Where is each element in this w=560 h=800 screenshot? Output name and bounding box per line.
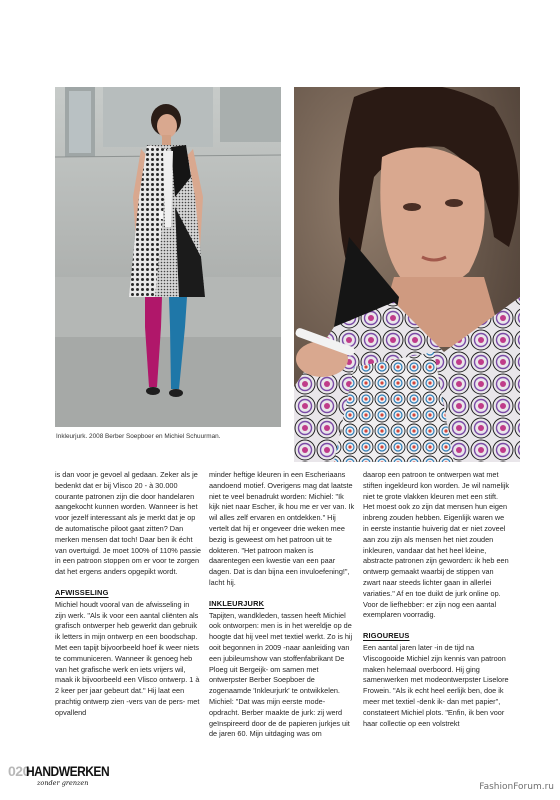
magazine-tagline: zonder grenzen xyxy=(37,779,89,787)
article-column-3 xyxy=(363,470,509,729)
watermark: FashionForum.ru xyxy=(479,782,554,792)
magazine-logo: HANDWERKEN xyxy=(26,763,110,779)
section-heading-afwisseling: AFWISSELING xyxy=(55,587,109,597)
page-footer xyxy=(8,763,158,791)
page-number: 020 xyxy=(8,763,30,779)
paragraph: Tapijten, wandkleden, tassen heeft Michiel ook ontworpen: men is in het wereldje op de hoogte dat hij veel met textiel werkt. Zo is hij ooit begonnen in 2009 -naar aanleiding van een jubileumshow van stoffenfabrikant De Ploeg uit Bergeijk- om samen met ontwerpster Berber Soepboer de zogenaamde 'Inkleurjurk' te ontwikkelen. Michiel: "Dat was mijn eerste mode-opdracht. Berber maakte de jurk: zij werd geïnspireerd door de de papieren jurkjes uit de jaren 60. Mijn uitdaging was om xyxy=(209,610,353,739)
photo-model-illustration xyxy=(55,87,281,427)
section-heading-rigoureus: RIGOUREUS xyxy=(363,631,410,641)
paragraph: daarop een patroon te ontwerpen wat met stiften ingekleurd kon worden. Je wil namelijk niet te grote vlakken kleuren met een stift. Het moest ook zo zijn dat mensen hun eigen inbreng zouden hebben. Eigenlijk waren we in eerste instantie huiverig dat er niet zoveel aan zou zijn als mensen het niet zouden inkleuren, vandaar dat het heel kleine, abstracte patronen zijn geworden: ik heb een ontwerp gemaakt waarbij de stippen van zwart naar steeds lichter gaan in allerlei variaties." Af en toe duikt de jurk online op. Voor de liefhebber: er zijn nog een aantal exemplaren voorradig. xyxy=(363,470,510,620)
photo-closeup-illustration xyxy=(294,87,520,462)
paragraph: Michiel houdt vooral van de afwisseling in zijn werk. "Als ik voor een aantal cliënten als grafisch ontwerper heb gewerkt dan gebruik ik letters in mijn ontwerp en een boodschap. Met een tapijt bijvoorbeeld hoef ik weer niets te communiceren. Wanneer ik genoeg heb van het grafische werk en iets vrijers wil, maak ik bijvoorbeeld een Vlisco ontwerp. 1 à 2 keer per jaar gebeurt dat." Hij laat een prachtig ontwerp zien -vers van de pers- met opvallend xyxy=(55,599,200,717)
section-heading-inkleurjurk: INKLEURJURK xyxy=(209,598,265,608)
paragraph: Een aantal jaren later -in de tijd na Vliscogooide Michiel zijn kennis van patroon maken helemaal overboord. Hij ging samenwerken met modeontwerpster Liselore Frowein. "Als ik echt heel eerlijk ben, doe ik meer met textiel -denk ik- dan met papier", constateert Michiel plots. "Enfin, ik ben voor haar collectie op een volstrekt xyxy=(363,642,509,728)
article-column-1 xyxy=(55,470,201,719)
paragraph: minder heftige kleuren in een Escheriaans aandoend motief. Overigens mag dat laatste niet te veel benadrukt worden: Michiel: "Ik kijk niet naar Escher, ik hou me er ver van. Ik wil alles zelf ervaren en ontdekken." Hij vertelt dat hij er ongeveer drie weken mee bezig is geweest om het patroon uit te dokteren. "Het patroon maken is daarentegen een kwestie van een paar dagen. Dat is dan bijna een invuloefening!", lacht hij. xyxy=(209,470,355,587)
paragraph: is dan voor je gevoel al gedaan. Zeker als je bedenkt dat er bij Vlisco 20 - à 30.000 courante patronen zijn die door handelaren aangekocht kunnen worden. Wanneer is het voor jezelf interessant als je merkt dat je op de automatische piloot gaat zitten? Dan merken mensen dat toch! Daar ben ik écht van overtuigd. Je moet 100% of 110% passie in een patroon stoppen om er voor te zorgen dat het ergens anders opgepikt wordt. xyxy=(55,470,201,577)
photo-caption: Inkleurjurk. 2008 Berber Soepboer en Michiel Schuurman. xyxy=(56,433,221,440)
article-column-2 xyxy=(209,470,355,740)
photo-model-full-length xyxy=(55,87,281,427)
photo-closeup-coloring xyxy=(294,87,520,462)
